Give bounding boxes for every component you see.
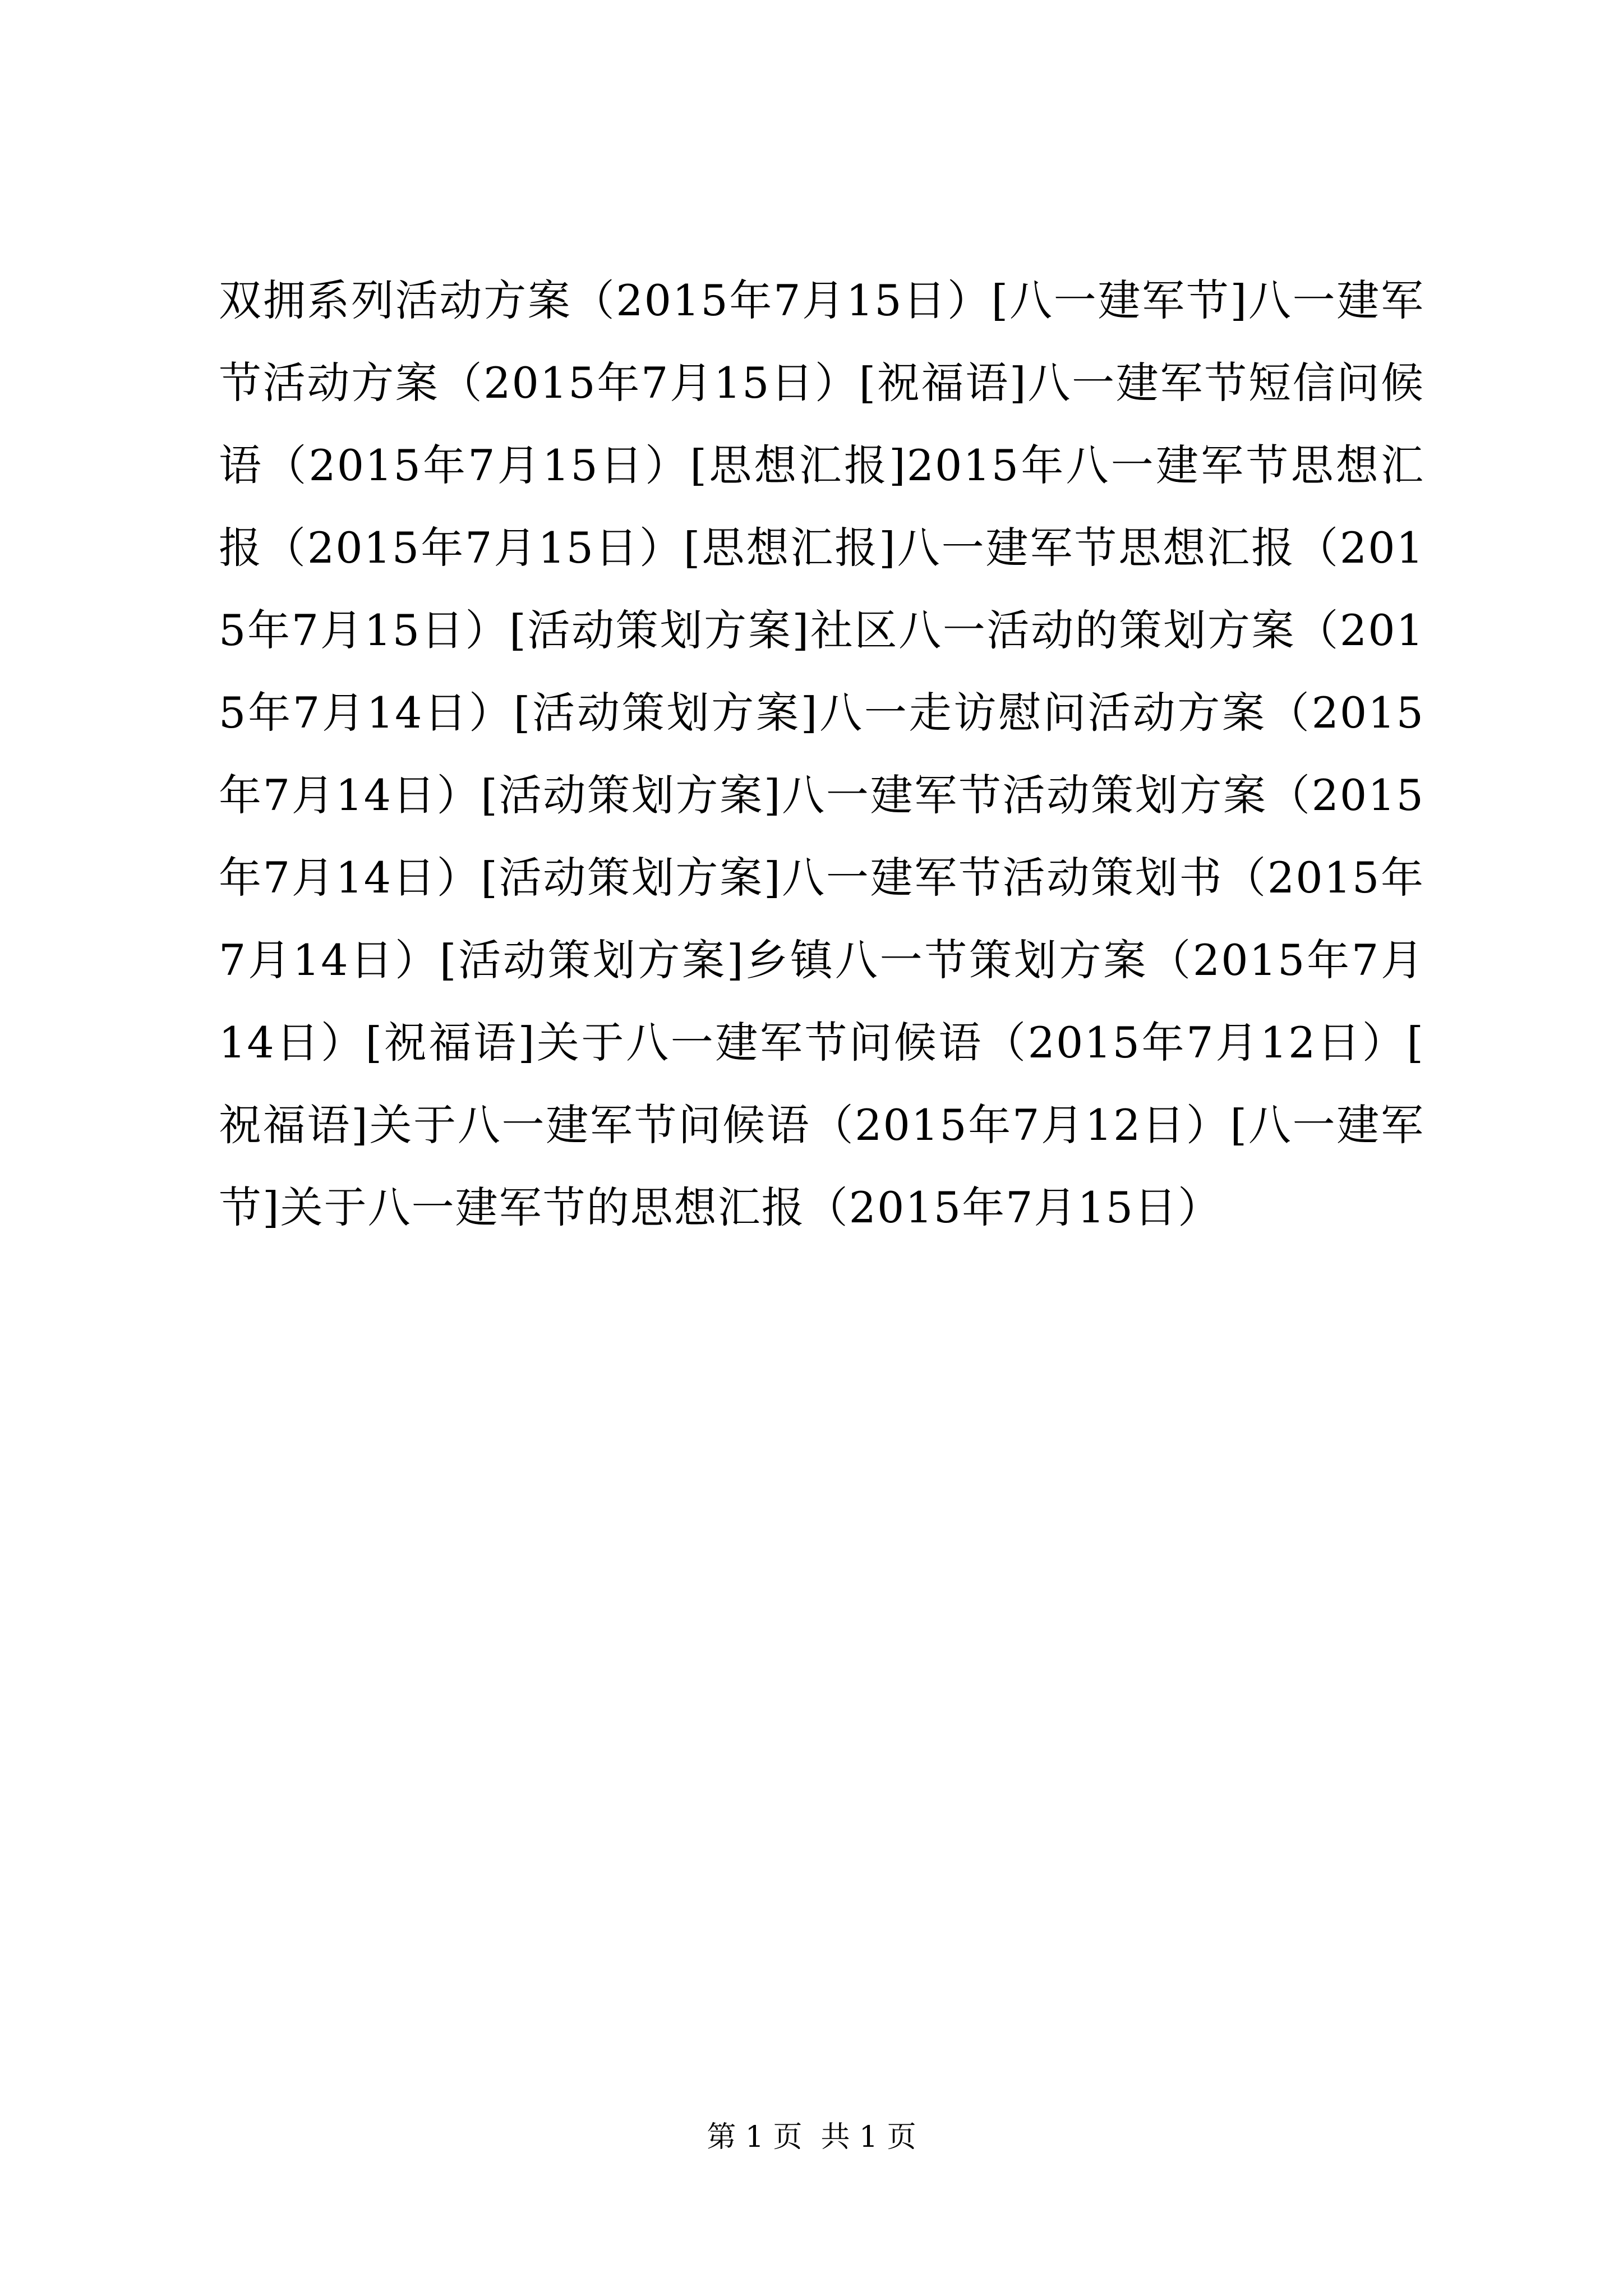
page-footer: 第 1 页 共 1 页 — [707, 2120, 916, 2154]
body-paragraph: 双拥系列活动方案（2015年7月15日）[八一建军节]八一建军节活动方案（2015年7月15日）[祝福语]八一建军节短信问候语（2015年7月15日）[思想汇报]2015年八一建军节思想汇报（2015年7月15日）[思想汇报]八一建军节思想汇报（2015年7月15日）[活动策划方案]社区八一活动的策划方案（2015年7月14日）[活动策划方案]八一走访慰问活动方案（2015年7月14日）[活动策划方案]八一建军节活动策划方案（2015年7月14日）[活动策划方案]八一建军节活动策划书（2015年7月14日）[活动策划方案]乡镇八一节策划方案（2015年7月14日）[祝福语]关于八一建军节问候语（2015年7月12日）[祝福语]关于八一建军节问候语（2015年7月12日）[八一建军节]关于八一建军节的思想汇报（2015年7月15日） — [219, 275, 1424, 1232]
